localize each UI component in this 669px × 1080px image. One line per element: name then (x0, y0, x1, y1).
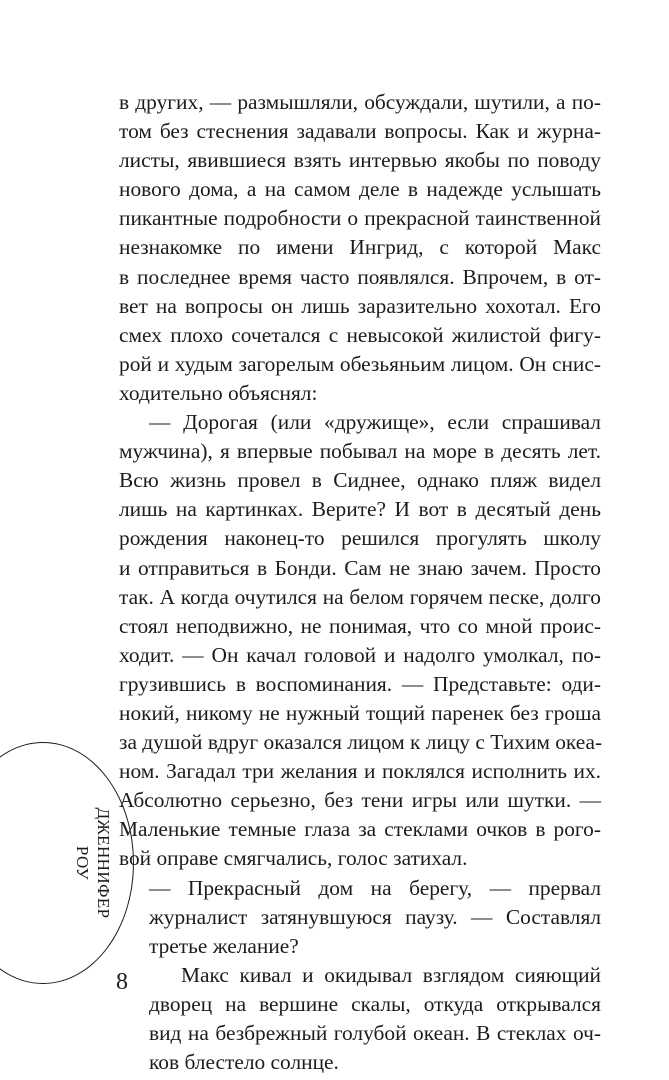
text-line: так. А когда очутился на белом горячем песке, долго (119, 584, 601, 609)
text-line: Всю жизнь провел в Сиднее, однако пляж видел (119, 468, 601, 493)
text-line: листы, явившиеся взять интервью якобы по поводу (119, 148, 601, 173)
text-line: лишь на картинках. Верите? И вот в десятый день (119, 497, 601, 522)
text-line: вет на вопросы он лишь заразительно хохотал. Его (119, 293, 601, 318)
text-line: — Прекрасный дом на берегу, — прервал (149, 875, 601, 900)
text-line: незнакомке по имени Ингрид, с которой Макс (119, 235, 601, 260)
page-number: 8 (116, 969, 128, 995)
text-line: журналист затянувшуюся паузу. — Составлял (149, 904, 601, 929)
text-line: в других, — размышляли, обсуждали, шутили, а по- (119, 90, 601, 114)
author-name-vertical (52, 775, 132, 950)
text-line: и отправиться в Бонди. Сам не знаю зачем. Просто (119, 555, 601, 580)
text-line: стоял неподвижно, не понимая, что со мной проис- (119, 613, 601, 638)
text-line: пикантные подробности о прекрасной таинственной (119, 206, 601, 231)
text-line: мужчина), я впервые побывал на море в десять лет. (119, 439, 601, 464)
text-line: ном. Загадал три желания и поклялся исполнить их. (119, 759, 601, 784)
text-line: ков блестело солнце. (149, 1050, 339, 1075)
author-name-line-2: РОУ (73, 845, 92, 881)
author-name-line-1: ДЖЕННИФЕР (94, 807, 113, 919)
text-line: рой и худым загорелым обезьяньим лицом. Он снис- (119, 351, 601, 376)
text-line: Абсолютно серьезно, без тени игры или шутки. — (119, 788, 601, 813)
text-line: грузившись в воспоминания. — Представьте: оди- (119, 671, 601, 696)
text-line: третье желание? (149, 933, 299, 958)
text-line: нового дома, а на самом деле в надежде услышать (119, 177, 601, 202)
text-line: за душой вдруг оказался лицом к лицу с Тихим океа- (119, 730, 603, 755)
text-line: Макс кивал и окидывал взглядом сияющий (181, 962, 601, 987)
text-line: дворец на вершине скалы, откуда открывался (149, 991, 601, 1016)
text-line: том без стеснения задавали вопросы. Как и журна- (119, 119, 601, 144)
text-line: вид на безбрежный голубой океан. В стеклах оч- (149, 1021, 601, 1045)
text-line: ходит. — Он качал головой и надолго умолкал, по- (119, 642, 601, 667)
text-line: ходительно объяснял: (119, 380, 318, 405)
text-line: нокий, никому не нужный тощий паренек без гроша (119, 700, 601, 725)
text-line: Маленькие темные глаза за стеклами очков в рого- (119, 817, 601, 842)
text-line: вой оправе смягчались, голос затихал. (119, 846, 468, 871)
body-text (119, 88, 601, 1077)
text-line: рождения наконец-то решился прогулять школу (119, 526, 601, 551)
text-line: в последнее время часто появлялся. Впрочем, в от- (119, 264, 601, 289)
text-line: — Дорогая (или «дружище», если спрашивал (149, 410, 601, 435)
text-line: смех плохо сочетался с невысокой жилистой фигу- (119, 322, 601, 347)
